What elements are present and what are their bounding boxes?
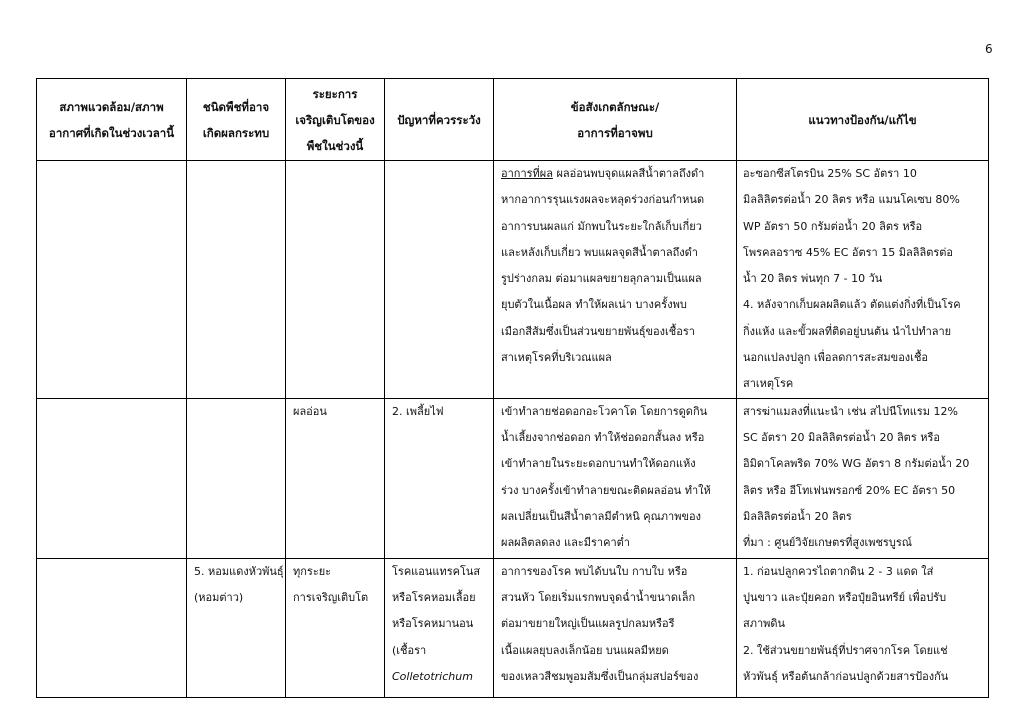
cell-crop bbox=[187, 161, 286, 399]
header-growth-stage: ระยะการ เจริญเติบโตของ พืชในช่วงนี้ bbox=[286, 79, 385, 161]
header-symptoms: ข้อสังเกตลักษณะ/ อาการที่อาจพบ bbox=[494, 79, 737, 161]
table-header-row bbox=[37, 79, 989, 161]
header-environment: สภาพแวดล้อม/สภาพ อากาศที่เกิดในช่วงเวลานี้ bbox=[37, 79, 187, 161]
symptom-line: อาการที่ผล ผลอ่อนพบจุดแผลสีน้ำตาลถึงดำ bbox=[501, 167, 705, 180]
table-row bbox=[37, 398, 989, 558]
cell-symptoms: อาการที่ผล ผลอ่อนพบจุดแผลสีน้ำตาลถึงดำ หากอาการรุนแรงผลจะหลุดร่วงก่อนกำหนด อาการบนผลแก่ มักพบในระยะใกล้เก็บเกี่ยว และหลังเก็บเกี่ยว พบแผลจุดสีน้ำตาลถึงดำ รูปร่างกลม ต่อมาแผลขยายลุกลามเป็นแผล ยุบตัวในเนื้อผล ทำให้ผลเน่า บางครั้งพบ เมือกสีส้มซึ่งเป็นส่วนขยายพันธุ์ของเชื้อรา สาเหตุโรคที่บริเวณแผล bbox=[494, 161, 737, 399]
cell-environment bbox=[37, 161, 187, 399]
cell-stage bbox=[286, 161, 385, 399]
cell-stage: ทุกระยะ การเจริญเติบโต bbox=[286, 558, 385, 697]
page-number: 6 bbox=[985, 42, 993, 56]
cell-symptoms: อาการของโรค พบได้บนใบ กาบใบ หรือ สวนหัว โดยเริ่มแรกพบจุดฉ่ำน้ำขนาดเล็ก ต่อมาขยายใหญ่เป็นแผลรูปกลมหรือรี เนื้อแผลยุบลงเล็กน้อย บนแผลมีหยด ของเหลวสีชมพูอมส้มซึ่งเป็นกลุ่มสปอร์ของ bbox=[494, 558, 737, 697]
cell-environment bbox=[37, 398, 187, 558]
table-row bbox=[37, 161, 989, 399]
cell-control: 1. ก่อนปลูกควรไถตากดิน 2 - 3 แดด ใส่ ปูนขาว และปุ๋ยคอก หรือปุ๋ยอินทรีย์ เพื่อปรับ สภาพดิน 2. ใช้ส่วนขยายพันธุ์ที่ปราศจากโรค โดยแช่ หัวพันธุ์ หรือต้นกล้าก่อนปลูกด้วยสารป้องกัน bbox=[737, 558, 989, 697]
cell-problem: 2. เพลี้ยไฟ bbox=[385, 398, 494, 558]
cell-symptoms: เข้าทำลายช่อดอกอะโวคาโด โดยการดูดกิน น้ำเลี้ยงจากช่อดอก ทำให้ช่อดอกสั้นลง หรือ เข้าทำลายในระยะดอกบานทำให้ดอกแห้ง ร่วง บางครั้งเข้าทำลายขณะติดผลอ่อน ทำให้ ผลเปลี่ยนเป็นสีน้ำตาลมีตำหนิ คุณภาพของ ผลผลิตลดลง และมีราคาต่ำ bbox=[494, 398, 737, 558]
table-row bbox=[37, 558, 989, 697]
cell-problem bbox=[385, 161, 494, 399]
cell-crop bbox=[187, 398, 286, 558]
pest-guide-table bbox=[36, 78, 989, 698]
cell-crop: 5. หอมแดงหัวพันธุ์ (หอมต่าว) bbox=[187, 558, 286, 697]
header-affected-crop: ชนิดพืชที่อาจ เกิดผลกระทบ bbox=[187, 79, 286, 161]
cell-control: อะซอกซีสโตรบิน 25% SC อัตรา 10 มิลลิลิตรต่อน้ำ 20 ลิตร หรือ แมนโคเซบ 80% WP อัตรา 50 กรัมต่อน้ำ 20 ลิตร หรือ โพรคลอราซ 45% EC อัตรา 15 มิลลิลิตรต่อ น้ำ 20 ลิตร พ่นทุก 7 - 10 วัน 4. หลังจากเก็บผลผลิตแล้ว ตัดแต่งกิ่งที่เป็นโรค กิ่งแห้ง และขั้วผลที่ติดอยู่บนต้น นำไปทำลาย นอกแปลงปลูก เพื่อลดการสะสมของเชื้อ สาเหตุโรค bbox=[737, 161, 989, 399]
cell-environment bbox=[37, 558, 187, 697]
header-problem: ปัญหาที่ควรระวัง bbox=[385, 79, 494, 161]
header-control: แนวทางป้องกัน/แก้ไข bbox=[737, 79, 989, 161]
cell-stage: ผลอ่อน bbox=[286, 398, 385, 558]
cell-control: สารฆ่าแมลงที่แนะนำ เช่น สไปนีโทแรม 12% SC อัตรา 20 มิลลิลิตรต่อน้ำ 20 ลิตร หรือ อิมิดาโคลพริด 70% WG อัตรา 8 กรัมต่อน้ำ 20 ลิตร หรือ อีโทเฟนพรอกซ์ 20% EC อัตรา 50 มิลลิลิตรต่อน้ำ 20 ลิตร ที่มา : ศูนย์วิจัยเกษตรที่สูงเพชรบูรณ์ bbox=[737, 398, 989, 558]
cell-problem: โรคแอนแทรคโนส หรือโรคหอมเลื้อย หรือโรคหมานอน (เชื้อรา Colletotrichum bbox=[385, 558, 494, 697]
